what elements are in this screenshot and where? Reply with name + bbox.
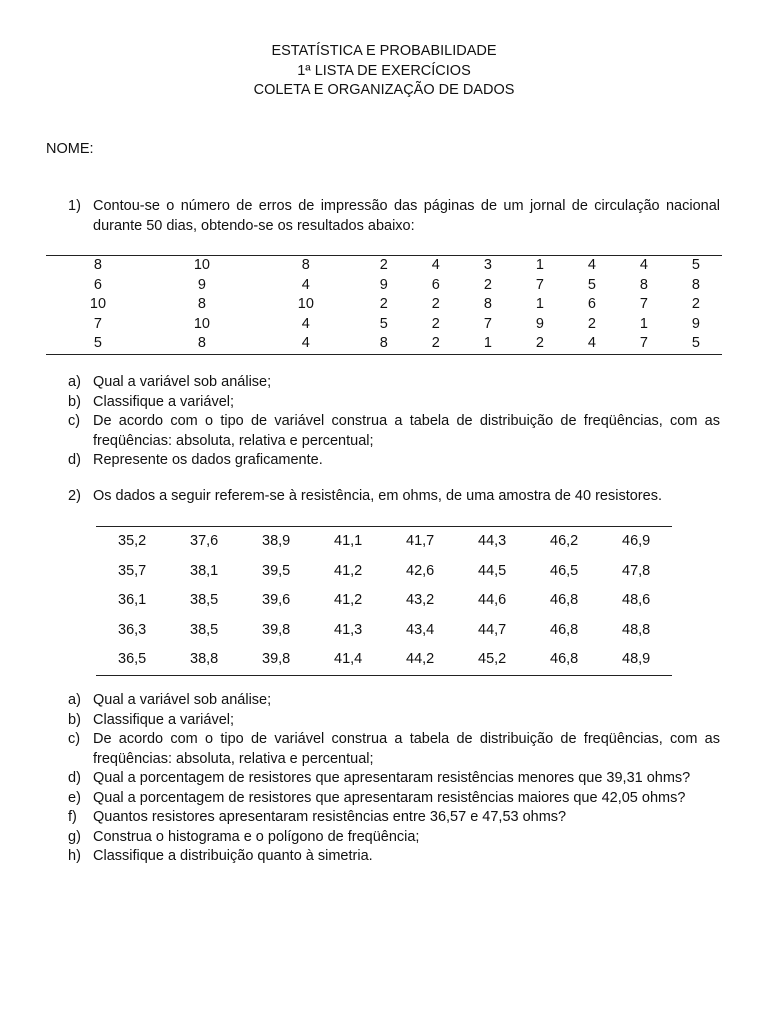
resistance-data-table [96,526,672,676]
table-cell: 36,5 [118,651,147,667]
name-label: NOME: [46,141,94,157]
course-title: ESTATÍSTICA E PROBABILIDADE [271,43,497,59]
table-cell: 1 [535,296,544,312]
table-cell: 46,9 [622,533,651,549]
table-cell: 4 [301,335,310,351]
table-cell: 41,3 [334,621,363,638]
list-item [68,393,720,413]
item-text: De acordo com o tipo de variável construa a tabela de distribuição de freqüências, com as freqüências: absoluta, relativa e percentual; [93,731,720,767]
table-cell: 41,2 [334,592,363,608]
table-cell: 10 [193,315,210,332]
table-cell: 46,2 [550,533,579,549]
item-letter: a) [68,374,81,390]
table-row [46,295,722,315]
table-cell: 4 [301,276,310,293]
list-item [68,808,720,828]
table-cell: 38,5 [190,592,219,608]
table-cell: 48,9 [622,651,651,667]
topic-title: COLETA E ORGANIZAÇÃO DE DADOS [253,82,515,98]
table-cell: 44,2 [406,651,435,667]
table-cell: 46,8 [550,621,579,638]
item-letter: a) [68,692,81,708]
table-cell: 44,3 [478,533,507,549]
table-cell: 38,8 [190,651,219,667]
item-letter: h) [68,848,81,864]
table-cell: 41,4 [334,651,363,667]
table-cell: 48,6 [622,592,651,608]
table-cell: 8 [301,257,310,273]
list-item [68,828,720,848]
table-cell: 9 [691,315,700,332]
item-text: De acordo com o tipo de variável construa a tabela de distribuição de freqüências, com as freqüências: absoluta, relativa e percentual; [93,413,720,449]
table-cell: 2 [535,335,544,351]
item-text: Classifique a variável; [93,393,235,410]
table-cell: 8 [93,257,102,273]
list-item [68,691,720,711]
table-cell: 1 [639,315,648,332]
errors-data-table [46,255,722,355]
item-text: Qual a variável sob análise; [93,692,272,708]
table-cell: 4 [301,315,310,332]
table-cell: 46,8 [550,651,579,667]
item-letter: d) [68,770,81,786]
table-cell: 43,4 [406,621,435,638]
table-cell: 8 [691,276,700,293]
table-cell: 10 [297,296,314,312]
table-row [96,527,672,557]
table-cell: 6 [587,296,596,312]
table-cell: 41,7 [406,533,435,549]
table-cell: 46,5 [550,562,579,579]
table-row [46,315,722,335]
table-cell: 44,6 [478,592,507,608]
table-cell: 45,2 [478,651,507,667]
question-1-text: Contou-se o número de erros de impressão das páginas de um jornal de circulação nacional durante 50 dias, obtendo-se os resultados abaixo: [93,198,720,234]
table-cell: 5 [691,257,700,273]
table-cell: 9 [197,276,206,293]
table-cell: 38,9 [262,533,291,549]
table-cell: 46,8 [550,592,579,608]
table-cell: 36,1 [118,592,147,608]
table-cell: 44,7 [478,621,507,638]
table-cell: 5 [587,276,596,293]
table-cell: 7 [535,276,544,293]
question-2 [68,487,720,507]
table-cell: 44,5 [478,562,507,579]
question-1-number: 1) [68,198,81,214]
table-row [96,557,672,587]
table-cell: 2 [379,257,388,273]
table-cell: 10 [89,296,107,312]
item-text: Qual a porcentagem de resistores que apresentaram resistências menores que 39,31 ohms? [93,770,691,786]
table-cell: 38,1 [190,562,219,579]
table-cell: 5 [379,315,388,332]
table-row [96,586,672,616]
question-2-items [68,691,720,867]
question-1 [68,197,720,236]
item-letter: d) [68,452,81,468]
item-text: Classifique a distribuição quanto à simetria. [93,848,373,864]
list-item [68,373,720,393]
list-item [68,847,720,867]
item-letter: f) [68,809,77,825]
item-text: Qual a variável sob análise; [93,374,272,390]
table-cell: 8 [197,296,206,312]
table-row [96,645,672,675]
table-cell: 7 [483,315,492,332]
table-cell: 3 [483,257,492,273]
list-item [68,730,720,769]
list-item [68,412,720,451]
item-text: Construa o histograma e o polígono de freqüência; [93,828,420,845]
table-cell: 39,8 [262,621,291,638]
table-cell: 38,5 [190,621,219,638]
table-cell: 48,8 [622,621,651,638]
item-text: Qual a porcentagem de resistores que apresentaram resistências maiores que 42,05 ohms? [93,789,686,806]
table-cell: 4 [639,257,648,273]
item-letter: c) [68,413,81,429]
item-text: Represente os dados graficamente. [93,452,323,468]
table-cell: 6 [93,276,102,293]
table-cell: 4 [587,335,596,351]
table-cell: 42,6 [406,562,435,579]
table-cell: 2 [483,276,492,293]
table-cell: 35,7 [118,562,147,579]
item-letter: g) [68,828,81,845]
table-cell: 43,2 [406,592,435,608]
item-letter: b) [68,711,81,728]
table-cell: 2 [379,296,388,312]
table-cell: 39,5 [262,562,291,579]
table-cell: 8 [483,296,492,312]
table-cell: 10 [193,257,210,273]
table-cell: 2 [691,296,700,312]
table-cell: 41,1 [334,533,363,549]
table-cell: 7 [639,335,648,351]
table-row [46,276,722,296]
table-cell: 4 [431,257,440,273]
item-letter: e) [68,789,81,806]
table-cell: 1 [483,335,492,351]
list-title: 1ª LISTA DE EXERCÍCIOS [297,62,471,79]
table-cell: 8 [379,335,388,351]
list-item [68,789,720,809]
table-cell: 2 [587,315,596,332]
table-cell: 41,2 [334,562,363,579]
list-item [68,451,720,471]
list-item [68,711,720,731]
question-2-number: 2) [68,488,81,504]
table-row [96,616,672,646]
item-text: Quantos resistores apresentaram resistências entre 36,57 e 47,53 ohms? [93,809,567,825]
table-cell: 36,3 [118,621,147,638]
table-cell: 6 [431,276,440,293]
table-row [46,334,722,354]
table-cell: 2 [431,296,440,312]
table-cell: 7 [639,296,648,312]
question-2-text: Os dados a seguir referem-se à resistência, em ohms, de uma amostra de 40 resistores. [93,488,662,504]
table-row [46,256,722,276]
table-cell: 35,2 [118,533,147,549]
table-cell: 7 [93,315,102,332]
item-text: Classifique a variável; [93,711,235,728]
item-letter: b) [68,393,81,410]
table-cell: 2 [431,335,440,351]
table-cell: 8 [197,335,206,351]
table-cell: 5 [93,335,102,351]
list-item [68,769,720,789]
table-cell: 37,6 [190,533,219,549]
table-cell: 47,8 [622,562,651,579]
document-header [0,42,768,101]
table-cell: 39,8 [262,651,291,667]
table-cell: 4 [587,257,596,273]
question-1-items [68,373,720,471]
table-cell: 9 [535,315,544,332]
table-cell: 8 [639,276,648,293]
table-cell: 5 [691,335,700,351]
table-cell: 9 [379,276,388,293]
table-cell: 1 [535,257,544,273]
table-cell: 39,6 [262,592,291,608]
table-cell: 2 [431,315,440,332]
item-letter: c) [68,731,81,747]
